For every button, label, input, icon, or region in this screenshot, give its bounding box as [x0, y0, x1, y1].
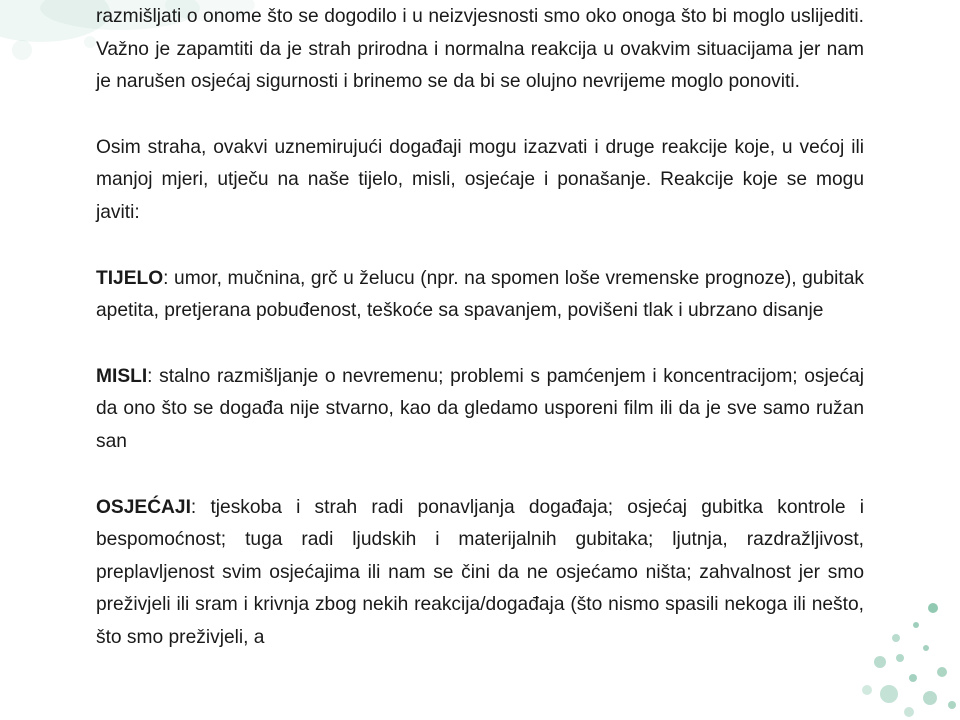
- paragraph-body-reactions: [96, 263, 864, 328]
- paragraph-feeling-reactions: [96, 492, 864, 655]
- paragraph-thought-reactions: [96, 361, 864, 459]
- term-heading: OSJEĆAJI: [96, 496, 191, 518]
- paragraph-text: : stalno razmišljanje o nevremenu; problemi s pamćenjem i koncentracijom; osjećaj da ono što se događa nije stvarno, kao da gledamo usporeni film ili da je sve samo ružan san: [96, 365, 864, 452]
- paragraph-text: : umor, mučnina, grč u želucu (npr. na spomen loše vremenske prognoze), gubitak apetita, pretjerana pobuđenost, teškoće sa spavanjem, povišeni tlak i ubrzano disanje: [96, 267, 864, 322]
- paragraph-fear-intro: [96, 1, 864, 99]
- term-heading: TIJELO: [96, 267, 164, 289]
- paragraph-text: : tjeskoba i strah radi ponavljanja događaja; osjećaj gubitka kontrole i bespomoćnost; tuga radi ljudskih i materijalnih gubitaka; ljutnja, razdražljivost, preplavljenost svim osjećajima ili nam se čini da ne osjećamo ništa; zahvalnost jer smo preživjeli ili sram i krivnja zbog nekih reakcija/događaja (što nismo spasili nekoga ili nešto, što smo preživjeli, a: [96, 496, 864, 648]
- term-heading: MISLI: [96, 365, 148, 387]
- paragraph-text: razmišljati o onome što se dogodilo i u neizvjesnosti smo oko onoga što bi moglo uslijediti. Važno je zapamtiti da je strah prirodna i normalna reakcija u ovakvim situacijama jer nam je narušen osjećaj sigurnosti i brinemo se da bi se olujno nevrijeme moglo ponoviti.: [96, 6, 864, 93]
- paragraph-text: Osim straha, ovakvi uznemirujući događaji mogu izazvati i druge reakcije koje, u većoj ili manjoj mjeri, utječu na naše tijelo, misli, osjećaje i ponašanje. Reakcije koje se mogu javiti:: [96, 136, 864, 223]
- paragraph-other-reactions: [96, 132, 864, 230]
- document-page: [96, 1, 864, 688]
